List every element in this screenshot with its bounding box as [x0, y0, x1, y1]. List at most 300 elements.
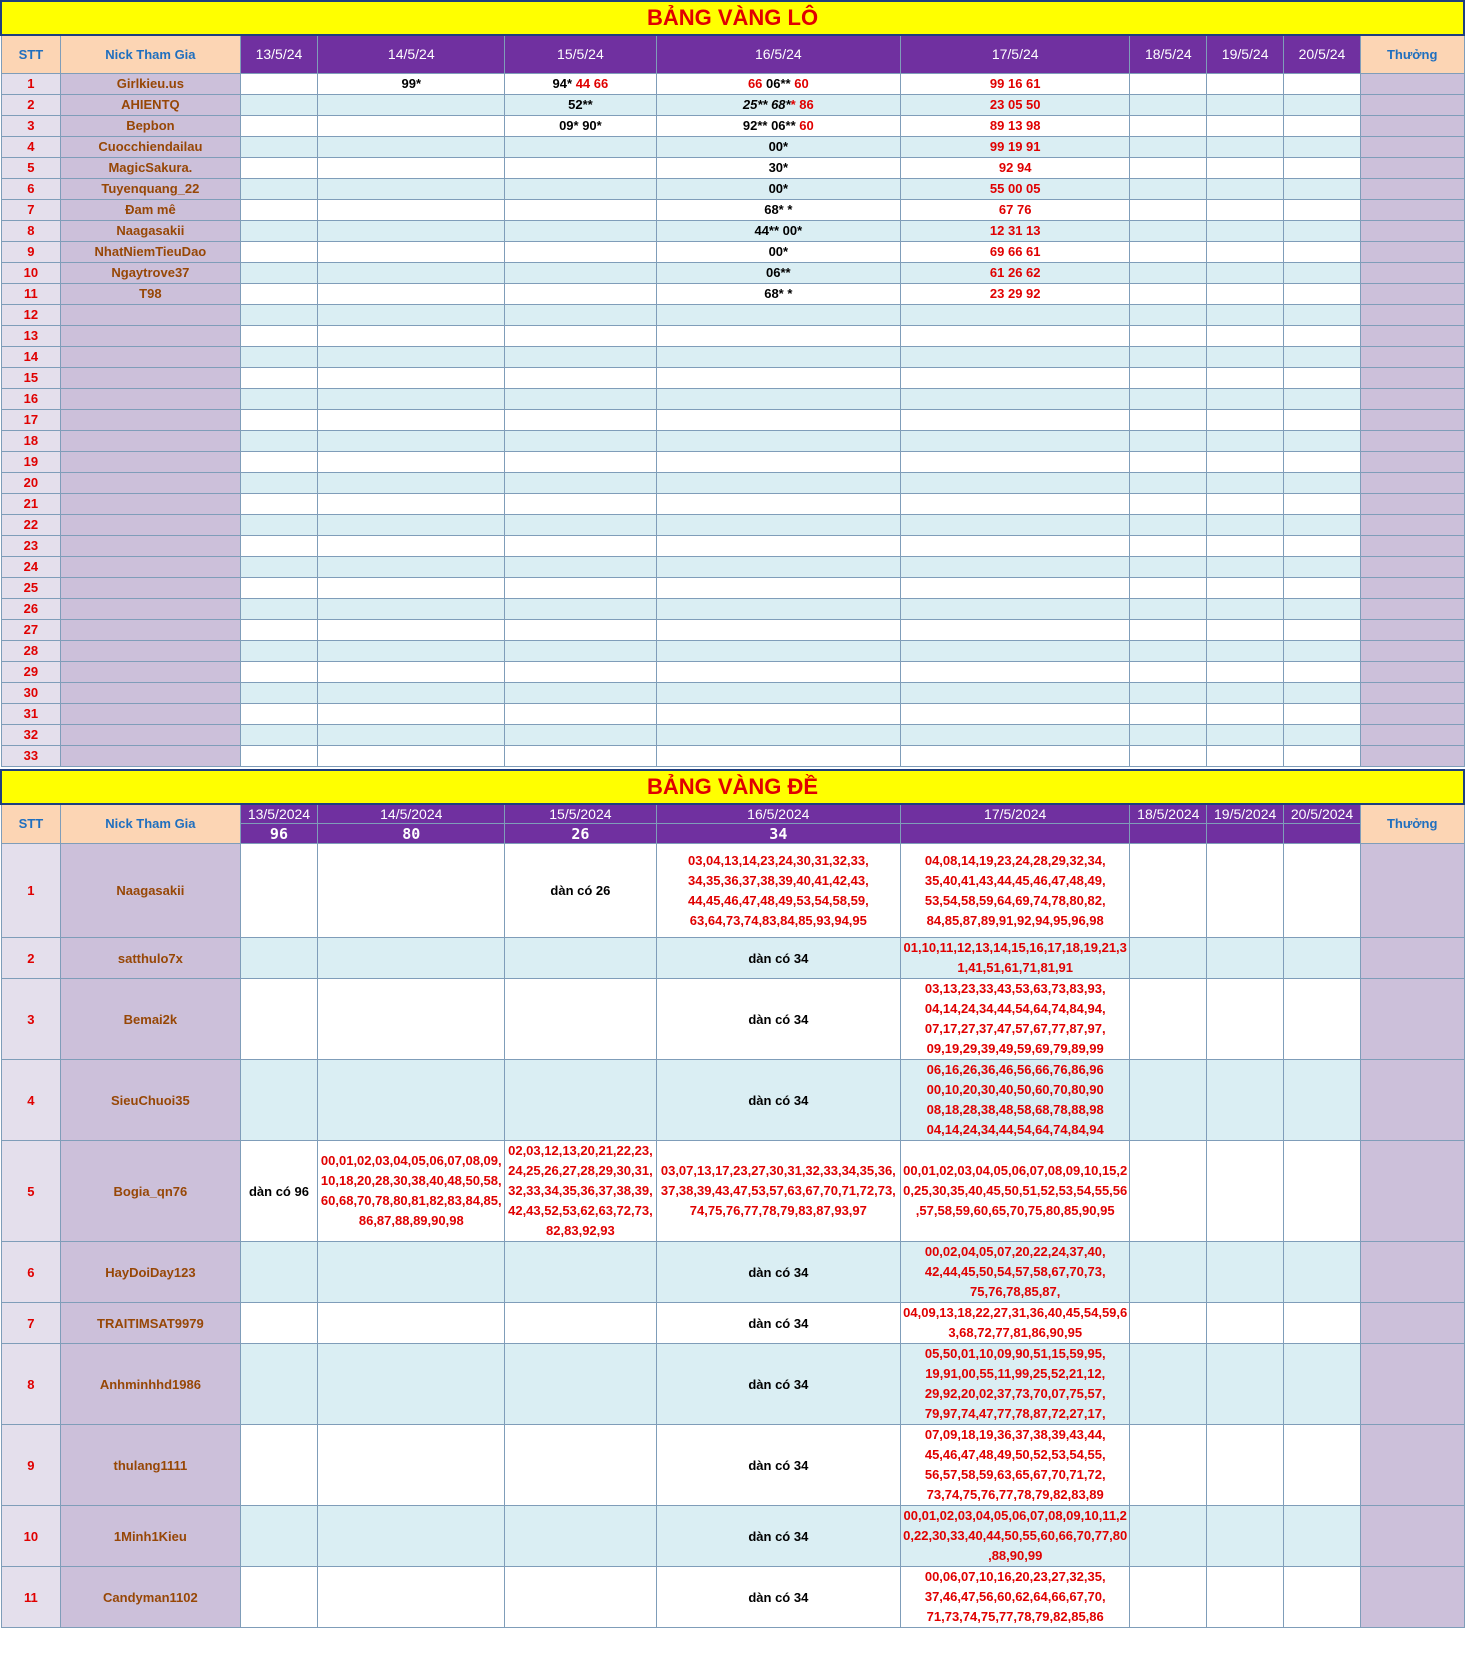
row-nick: [61, 346, 240, 367]
cell-19: [1207, 938, 1284, 979]
row-stt: 6: [1, 1242, 61, 1303]
row-stt: 4: [1, 136, 61, 157]
lo-row: [1, 115, 1464, 136]
lo-header-date: 17/5/24: [901, 35, 1130, 73]
cell-17: [901, 682, 1130, 703]
row-reward: [1360, 451, 1464, 472]
row-nick: T98: [61, 283, 240, 304]
row-reward: [1360, 1567, 1464, 1628]
cell-16: [656, 703, 900, 724]
row-stt: 5: [1, 1141, 61, 1242]
cell-18: [1130, 577, 1207, 598]
cell-13: [240, 367, 318, 388]
cell-19: [1207, 73, 1284, 94]
cell-19: [1207, 283, 1284, 304]
row-stt: 3: [1, 979, 61, 1060]
row-nick: AHIENTQ: [61, 94, 240, 115]
cell-14: 00,01,02,03,04,05,06,07,08,09, 10,18,20,28,30,38,40,48,50,58, 60,68,70,78,80,81,82,83,84,85, 86,87,88,89,90,98: [318, 1141, 505, 1242]
cell-15: [505, 1060, 657, 1141]
cell-13: [240, 1242, 318, 1303]
cell-20: [1284, 1242, 1361, 1303]
row-reward: [1360, 325, 1464, 346]
cell-18: [1130, 938, 1207, 979]
cell-17: [901, 472, 1130, 493]
row-reward: [1360, 682, 1464, 703]
lo-header-date: 19/5/24: [1207, 35, 1284, 73]
row-nick: [61, 703, 240, 724]
row-reward: [1360, 619, 1464, 640]
de-header-date: 18/5/2024: [1130, 804, 1207, 824]
cell-14: [318, 241, 505, 262]
cell-15-hit: 44 66: [575, 76, 609, 91]
cell-14: [318, 514, 505, 535]
cell-19: [1207, 1344, 1284, 1425]
cell-17: 23 05 50: [901, 94, 1130, 115]
cell-14: [318, 94, 505, 115]
cell-15: [505, 682, 657, 703]
cell-13: [240, 1303, 318, 1344]
cell-15: [505, 241, 657, 262]
de-result: [901, 824, 1130, 844]
de-header-date: 20/5/2024: [1284, 804, 1361, 824]
cell-20: [1284, 745, 1361, 766]
cell-17: 89 13 98: [901, 115, 1130, 136]
row-nick: [61, 619, 240, 640]
row-nick: Bepbon: [61, 115, 240, 136]
cell-14: [318, 1242, 505, 1303]
row-nick: [61, 388, 240, 409]
cell-20: [1284, 979, 1361, 1060]
cell-20: [1284, 661, 1361, 682]
cell-17: [901, 325, 1130, 346]
row-stt: 23: [1, 535, 61, 556]
cell-18: [1130, 73, 1207, 94]
row-nick: [61, 430, 240, 451]
row-reward: [1360, 136, 1464, 157]
cell-18: [1130, 94, 1207, 115]
row-nick: [61, 598, 240, 619]
lo-row: [1, 556, 1464, 577]
row-reward: [1360, 430, 1464, 451]
cell-18: [1130, 535, 1207, 556]
cell-16: [656, 94, 900, 115]
cell-16: [656, 283, 900, 304]
row-nick: Girlkieu.us: [61, 73, 240, 94]
row-nick: [61, 724, 240, 745]
cell-17: 00,01,02,03,04,05,06,07,08,09,10,15,2 0,25,30,35,40,45,50,51,52,53,54,55,56 ,57,58,59,60,65,70,75,80,85,90,95: [901, 1141, 1130, 1242]
cell-19: [1207, 979, 1284, 1060]
cell-20: [1284, 136, 1361, 157]
cell-17: 92 94: [901, 157, 1130, 178]
cell-13: [240, 724, 318, 745]
cell-14: [318, 724, 505, 745]
row-stt: 8: [1, 1344, 61, 1425]
row-stt: 13: [1, 325, 61, 346]
de-header-reward: Thưởng: [1360, 804, 1464, 844]
row-stt: 5: [1, 157, 61, 178]
cell-13: [240, 535, 318, 556]
de-header-date: 16/5/2024: [656, 804, 900, 824]
cell-13: [240, 1344, 318, 1425]
cell-17: 99 16 61: [901, 73, 1130, 94]
cell-13: [240, 136, 318, 157]
row-nick: Anhminhhd1986: [61, 1344, 240, 1425]
cell-20: [1284, 619, 1361, 640]
cell-17: 69 66 61: [901, 241, 1130, 262]
cell-16-pick: 68* *: [764, 286, 793, 301]
cell-14: [318, 157, 505, 178]
cell-15: [505, 493, 657, 514]
lo-row: [1, 157, 1464, 178]
cell-14: [318, 1303, 505, 1344]
de-row: [1, 1344, 1464, 1425]
row-nick: Tuyenquang_22: [61, 178, 240, 199]
row-stt: 8: [1, 220, 61, 241]
cell-19: [1207, 577, 1284, 598]
cell-13: [240, 94, 318, 115]
cell-16: [656, 409, 900, 430]
row-nick: Cuocchiendailau: [61, 136, 240, 157]
cell-14: [318, 745, 505, 766]
cell-16: [656, 577, 900, 598]
row-reward: [1360, 844, 1464, 938]
de-header-date: 19/5/2024: [1207, 804, 1284, 824]
cell-13: [240, 346, 318, 367]
cell-16-pick: 92** 06**: [742, 118, 800, 133]
de-result: [1207, 824, 1284, 844]
row-stt: 9: [1, 1425, 61, 1506]
cell-19: [1207, 409, 1284, 430]
row-reward: [1360, 577, 1464, 598]
lo-header-reward: Thưởng: [1360, 35, 1464, 73]
row-reward: [1360, 73, 1464, 94]
cell-20: [1284, 409, 1361, 430]
cell-16: [656, 136, 900, 157]
row-reward: [1360, 409, 1464, 430]
cell-20: [1284, 388, 1361, 409]
cell-18: [1130, 979, 1207, 1060]
de-row: [1, 1242, 1464, 1303]
cell-14: [318, 979, 505, 1060]
cell-14: [318, 115, 505, 136]
cell-15: [505, 346, 657, 367]
cell-13: [240, 199, 318, 220]
cell-15: [505, 640, 657, 661]
cell-18: [1130, 178, 1207, 199]
row-stt: 11: [1, 283, 61, 304]
row-stt: 10: [1, 1506, 61, 1567]
cell-17: 99 19 91: [901, 136, 1130, 157]
lo-header-date: 18/5/24: [1130, 35, 1207, 73]
cell-18: [1130, 1303, 1207, 1344]
cell-19: [1207, 1303, 1284, 1344]
cell-18: [1130, 682, 1207, 703]
cell-16: dàn có 34: [656, 1344, 900, 1425]
cell-18: [1130, 1141, 1207, 1242]
cell-14: [318, 703, 505, 724]
row-stt: 9: [1, 241, 61, 262]
row-stt: 32: [1, 724, 61, 745]
cell-20: [1284, 598, 1361, 619]
lo-header-date: 15/5/24: [505, 35, 657, 73]
cell-17: [901, 703, 1130, 724]
row-nick: 1Minh1Kieu: [61, 1506, 240, 1567]
cell-14: [318, 325, 505, 346]
cell-20: [1284, 724, 1361, 745]
de-row: [1, 1141, 1464, 1242]
cell-18: [1130, 1567, 1207, 1628]
de-row: [1, 844, 1464, 938]
cell-15: [505, 367, 657, 388]
cell-18: [1130, 241, 1207, 262]
cell-18: [1130, 262, 1207, 283]
cell-17: [901, 577, 1130, 598]
cell-16: [656, 745, 900, 766]
de-result: [1284, 824, 1361, 844]
cell-17: [901, 598, 1130, 619]
row-stt: 30: [1, 682, 61, 703]
cell-14: [318, 619, 505, 640]
cell-13: [240, 325, 318, 346]
cell-16: [656, 661, 900, 682]
lo-row: [1, 451, 1464, 472]
cell-16: dàn có 34: [656, 938, 900, 979]
row-reward: [1360, 703, 1464, 724]
lo-row: [1, 577, 1464, 598]
row-nick: [61, 367, 240, 388]
cell-17: 01,10,11,12,13,14,15,16,17,18,19,21,3 1,41,51,61,71,81,91: [901, 938, 1130, 979]
cell-15: [505, 94, 657, 115]
cell-20: [1284, 304, 1361, 325]
cell-19: [1207, 94, 1284, 115]
cell-20: [1284, 220, 1361, 241]
row-nick: Đam mê: [61, 199, 240, 220]
lo-row: [1, 619, 1464, 640]
row-nick: [61, 640, 240, 661]
cell-19: [1207, 661, 1284, 682]
cell-13: [240, 178, 318, 199]
cell-15-pick: 09* 90*: [559, 118, 602, 133]
lo-row: [1, 682, 1464, 703]
cell-13: [240, 304, 318, 325]
lo-row: [1, 514, 1464, 535]
cell-17: [901, 724, 1130, 745]
row-nick: Candyman1102: [61, 1567, 240, 1628]
row-nick: satthulo7x: [61, 938, 240, 979]
row-nick: [61, 325, 240, 346]
cell-19: [1207, 1506, 1284, 1567]
row-stt: 31: [1, 703, 61, 724]
row-reward: [1360, 199, 1464, 220]
cell-13: [240, 514, 318, 535]
cell-14: [318, 346, 505, 367]
cell-14: [318, 556, 505, 577]
cell-17: 03,13,23,33,43,53,63,73,83,93, 04,14,24,34,44,54,64,74,84,94, 07,17,27,37,47,57,67,77,87,97, 09,19,29,39,49,59,69,79,89,99: [901, 979, 1130, 1060]
cell-14: [318, 220, 505, 241]
cell-14: [318, 367, 505, 388]
cell-20: [1284, 115, 1361, 136]
lo-row: [1, 388, 1464, 409]
cell-19: [1207, 262, 1284, 283]
cell-18: [1130, 346, 1207, 367]
row-stt: 1: [1, 73, 61, 94]
cell-18: [1130, 388, 1207, 409]
cell-16: [656, 367, 900, 388]
cell-14: [318, 199, 505, 220]
cell-15: [505, 661, 657, 682]
cell-20: [1284, 94, 1361, 115]
lo-header-nick: Nick Tham Gia: [61, 35, 240, 73]
cell-15: dàn có 26: [505, 844, 657, 938]
cell-20: [1284, 325, 1361, 346]
lo-row: [1, 661, 1464, 682]
cell-20: [1284, 577, 1361, 598]
cell-16: [656, 178, 900, 199]
cell-19: [1207, 136, 1284, 157]
de-result: 34: [656, 824, 900, 844]
cell-19: [1207, 115, 1284, 136]
cell-20: [1284, 199, 1361, 220]
cell-14: [318, 451, 505, 472]
cell-17: [901, 745, 1130, 766]
cell-20: [1284, 241, 1361, 262]
lo-header-date: 16/5/24: [656, 35, 900, 73]
cell-20: [1284, 640, 1361, 661]
cell-20: [1284, 73, 1361, 94]
cell-15: [505, 472, 657, 493]
cell-19: [1207, 514, 1284, 535]
cell-16: dàn có 34: [656, 979, 900, 1060]
cell-15: [505, 409, 657, 430]
row-reward: [1360, 598, 1464, 619]
de-row: [1, 1567, 1464, 1628]
cell-13: [240, 745, 318, 766]
cell-16: [656, 325, 900, 346]
row-stt: 7: [1, 199, 61, 220]
cell-13: [240, 220, 318, 241]
cell-20: [1284, 472, 1361, 493]
row-nick: thulang1111: [61, 1425, 240, 1506]
cell-15: 02,03,12,13,20,21,22,23, 24,25,26,27,28,29,30,31, 32,33,34,35,36,37,38,39, 42,43,52,53,62,63,72,73, 82,83,92,93: [505, 1141, 657, 1242]
lo-row: [1, 430, 1464, 451]
cell-17: [901, 409, 1130, 430]
cell-20: [1284, 556, 1361, 577]
cell-14: [318, 577, 505, 598]
row-reward: [1360, 304, 1464, 325]
cell-16: [656, 472, 900, 493]
cell-15: [505, 1425, 657, 1506]
row-reward: [1360, 367, 1464, 388]
cell-19: [1207, 346, 1284, 367]
cell-15: [505, 451, 657, 472]
lo-row: [1, 94, 1464, 115]
lo-row: [1, 409, 1464, 430]
cell-15: [505, 556, 657, 577]
cell-18: [1130, 619, 1207, 640]
cell-15: [505, 73, 657, 94]
cell-14: [318, 262, 505, 283]
cell-15: [505, 619, 657, 640]
cell-17: 23 29 92: [901, 283, 1130, 304]
cell-14: [318, 535, 505, 556]
row-stt: 10: [1, 262, 61, 283]
row-nick: NhatNiemTieuDao: [61, 241, 240, 262]
de-row: [1, 979, 1464, 1060]
row-reward: [1360, 283, 1464, 304]
cell-15: [505, 136, 657, 157]
cell-15: [505, 598, 657, 619]
cell-15: [505, 220, 657, 241]
row-reward: [1360, 640, 1464, 661]
cell-17: 12 31 13: [901, 220, 1130, 241]
cell-13: [240, 938, 318, 979]
cell-16: dàn có 34: [656, 1506, 900, 1567]
cell-18: [1130, 304, 1207, 325]
row-reward: [1360, 514, 1464, 535]
cell-20: [1284, 157, 1361, 178]
cell-18: [1130, 409, 1207, 430]
cell-14: [318, 472, 505, 493]
de-result: 96: [240, 824, 318, 844]
row-nick: [61, 304, 240, 325]
cell-15: [505, 262, 657, 283]
cell-17: 04,09,13,18,22,27,31,36,40,45,54,59,6 3,68,72,77,81,86,90,95: [901, 1303, 1130, 1344]
lo-row: [1, 745, 1464, 766]
cell-18: [1130, 661, 1207, 682]
cell-13: [240, 388, 318, 409]
cell-20: [1284, 514, 1361, 535]
row-nick: [61, 493, 240, 514]
cell-14: [318, 661, 505, 682]
de-row: [1, 1303, 1464, 1344]
lo-header-stt: STT: [1, 35, 61, 73]
cell-18: [1130, 199, 1207, 220]
cell-19: [1207, 1425, 1284, 1506]
row-reward: [1360, 1303, 1464, 1344]
row-stt: 4: [1, 1060, 61, 1141]
row-nick: [61, 514, 240, 535]
cell-20: [1284, 367, 1361, 388]
cell-14: [318, 938, 505, 979]
cell-16: [656, 619, 900, 640]
cell-20: [1284, 1141, 1361, 1242]
cell-20: [1284, 1506, 1361, 1567]
row-stt: 29: [1, 661, 61, 682]
cell-16-hit: 66: [747, 76, 767, 91]
row-stt: 7: [1, 1303, 61, 1344]
lo-row: [1, 640, 1464, 661]
row-stt: 11: [1, 1567, 61, 1628]
cell-14: [318, 409, 505, 430]
cell-16: [656, 346, 900, 367]
row-reward: [1360, 661, 1464, 682]
cell-15: [505, 199, 657, 220]
lo-header-date: 20/5/24: [1284, 35, 1361, 73]
cell-13: dàn có 96: [240, 1141, 318, 1242]
row-reward: [1360, 220, 1464, 241]
row-nick: Bemai2k: [61, 979, 240, 1060]
cell-13: [240, 283, 318, 304]
cell-16: [656, 262, 900, 283]
cell-15: [505, 535, 657, 556]
cell-14: [318, 178, 505, 199]
cell-16: [656, 157, 900, 178]
cell-15: [505, 1506, 657, 1567]
cell-15: [505, 938, 657, 979]
cell-20: [1284, 1567, 1361, 1628]
cell-13: [240, 979, 318, 1060]
cell-14: [318, 682, 505, 703]
